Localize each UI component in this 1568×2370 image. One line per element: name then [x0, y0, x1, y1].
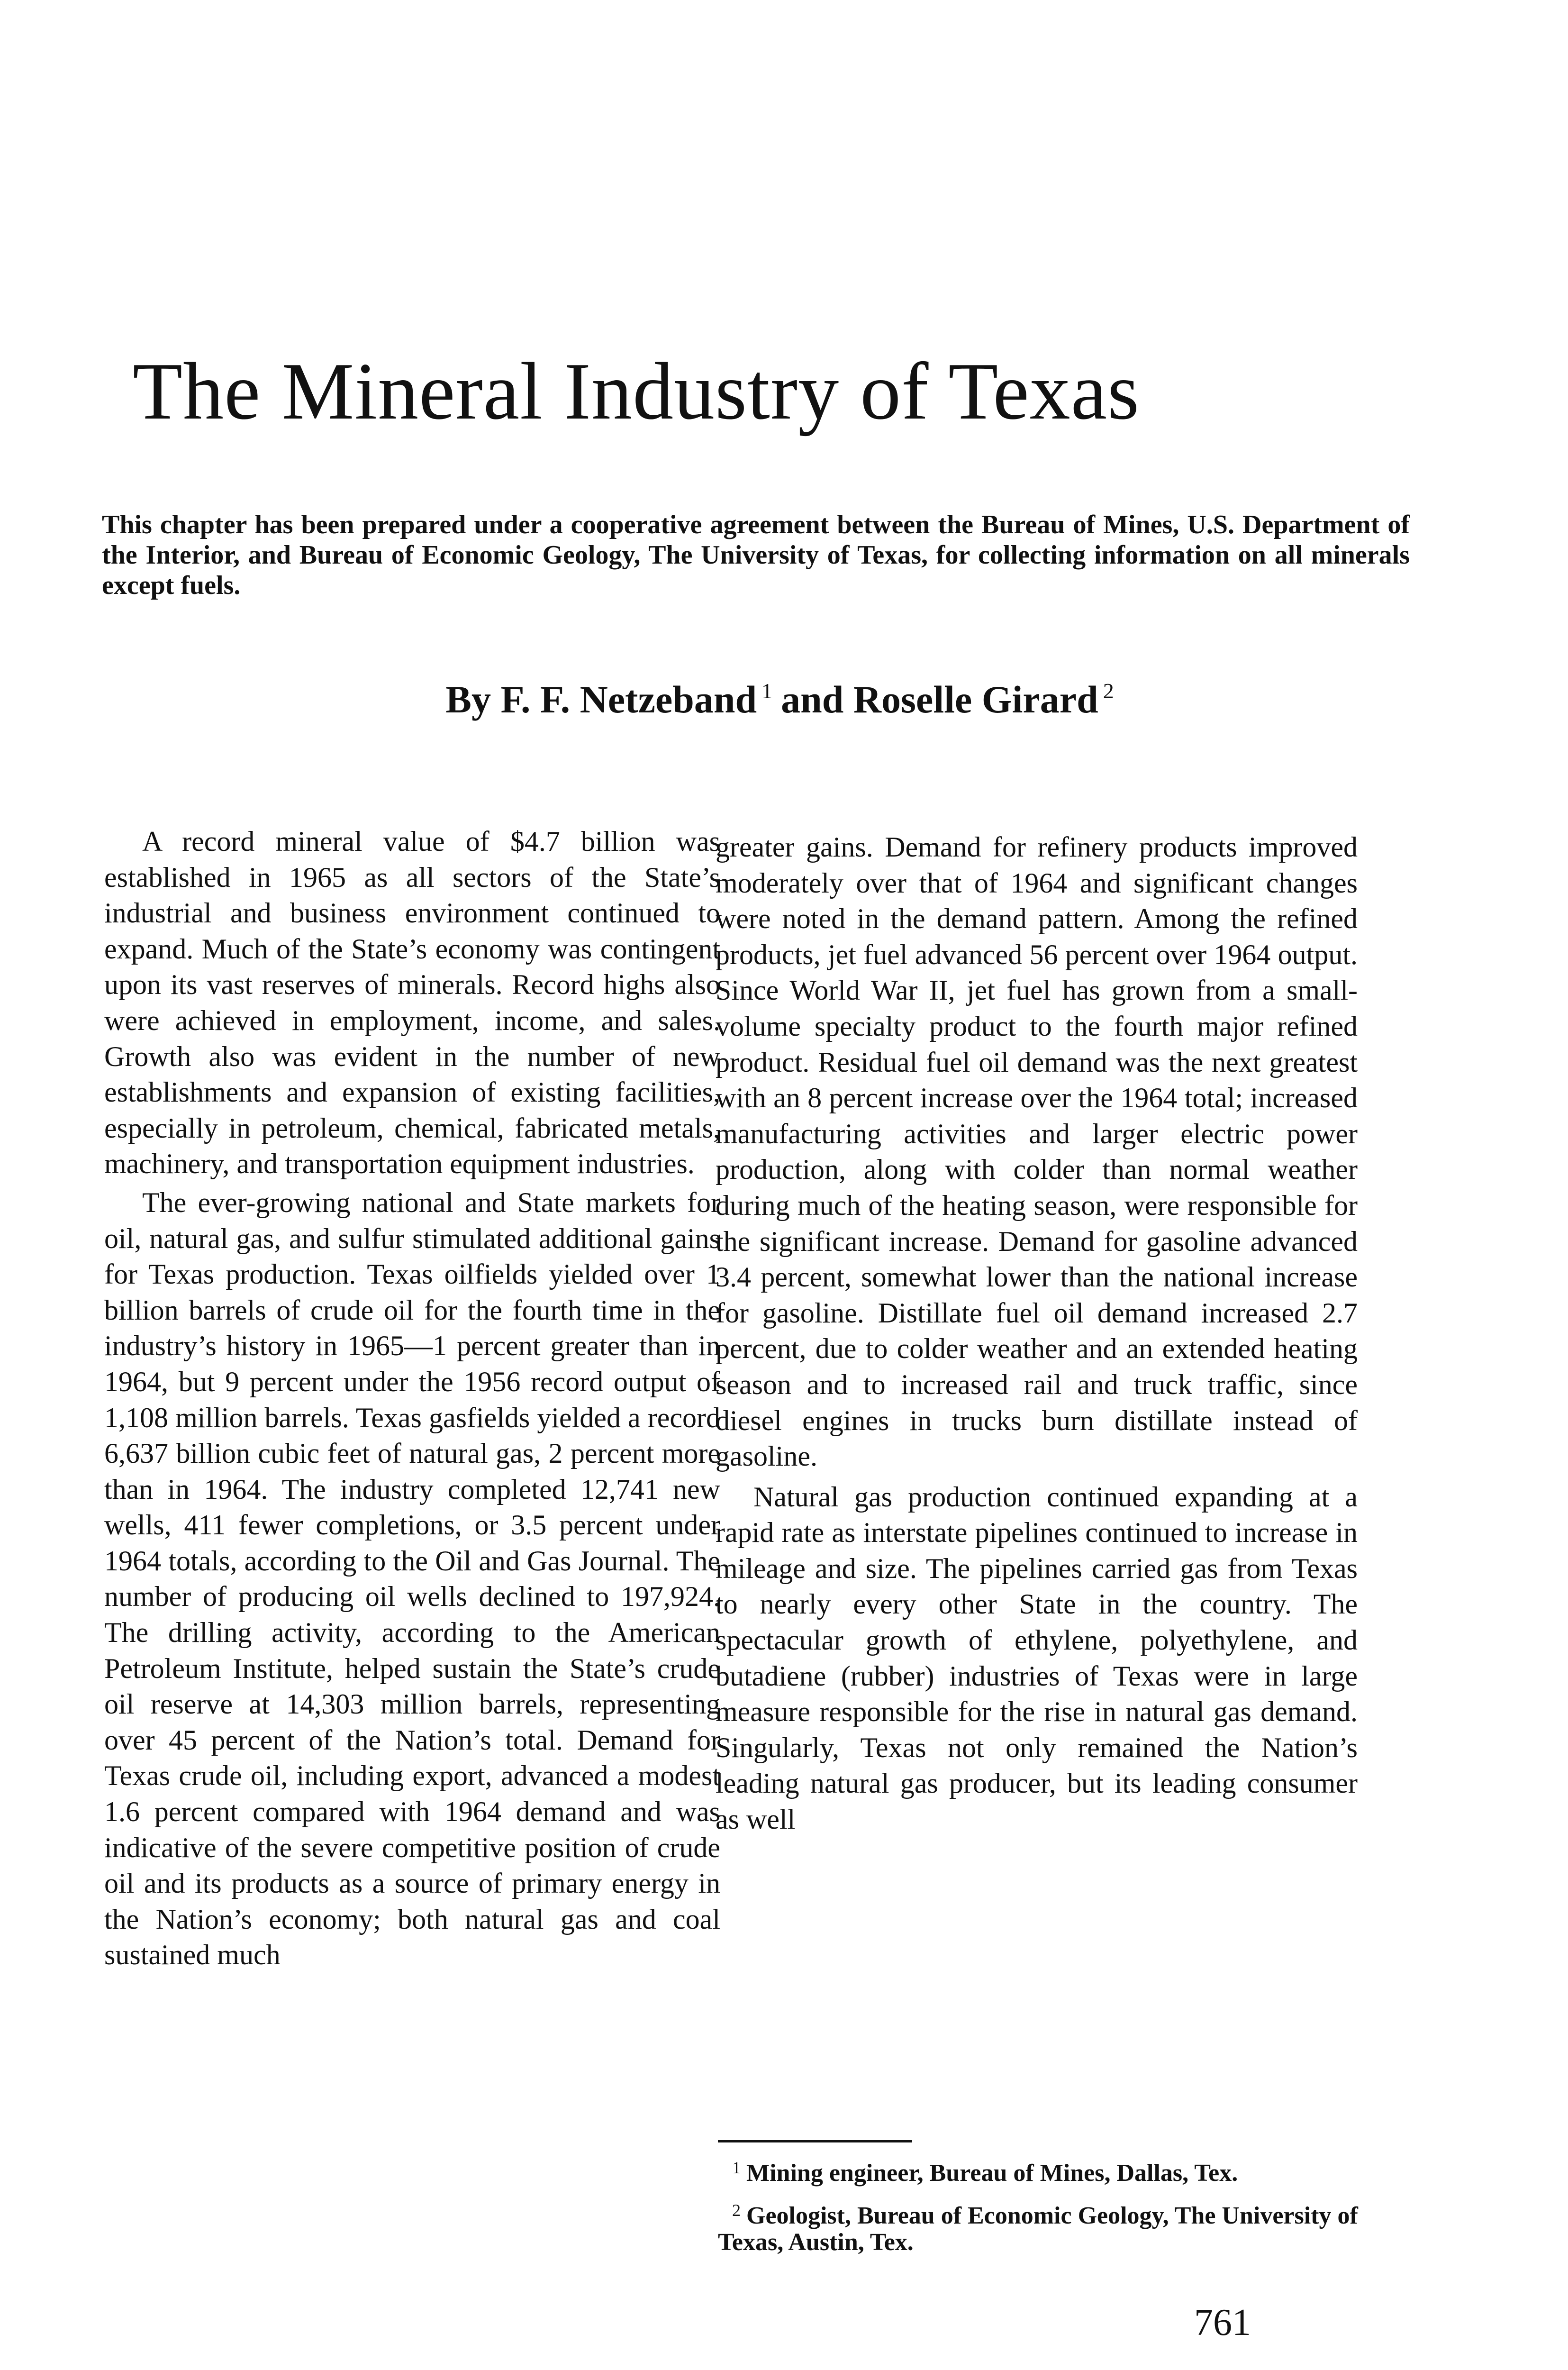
- footnote-1: [718, 2154, 1362, 2187]
- footnote-2-text: Geologist, Bureau of Economic Geology, The University of Texas, Austin, Tex.: [718, 2202, 1358, 2256]
- prefatory-note: This chapter has been prepared under a cooperative agreement between the Bureau of Mines, U.S. Department of the Interior, and Bureau of Economic Geology, The University of Texas, for collecting information on all minerals except fuels.: [102, 510, 1410, 600]
- body-paragraph: Natural gas production continued expanding at a rapid rate as interstate pipelines continued to increase in mileage and size. The pipelines carried gas from Texas to nearly every other State in the country. The spectacular growth of ethylene, polyethylene, and butadiene (rubber) industries of Texas were in large measure responsible for the rise in natural gas demand. Singularly, Texas not only remained the Nation’s leading natural gas producer, but its leading consumer as well: [716, 1481, 1358, 1835]
- body-paragraph: The ever-growing national and State markets for oil, natural gas, and sulfur stimulated additional gains for Texas production. Texas oilfields yielded over 1 billion barrels of crude oil for the fourth time in the industry’s history in 1965—1 percent greater than in 1964, but 9 percent under the 1956 record output of 1,108 million barrels. Texas gasfields yielded a record 6,637 billion cubic feet of natural gas, 2 percent more than in 1964. The industry completed 12,741 new wells, 411 fewer completions, or 3.5 percent under 1964 totals, according to the Oil and Gas Journal. The number of producing oil wells declined to 197,924. The drilling activity, according to the American Petroleum Institute, helped sustain the State’s crude oil reserve at 14,303 million barrels, representing over 45 percent of the Nation’s total. Demand for Texas crude oil, including export, advanced a modest 1.6 percent compared with 1964 demand and was indicative of the severe competitive position of crude oil and its products as a source of primary energy in the Nation’s economy; both natural gas and coal sustained much: [104, 1186, 720, 1971]
- left-column: [104, 824, 720, 1973]
- byline-author-2: and Roselle Girard: [781, 678, 1098, 721]
- body-paragraph: A record mineral value of $4.7 billion was established in 1965 as all sectors of the State’s industrial and business environment continued to expand. Much of the State’s economy was contingent upon its vast reserves of minerals. Record highs also were achieved in employment, income, and sales. Growth also was evident in the number of new establishments and expansion of existing facilities, especially in petroleum, chemical, fabricated metals, machinery, and transportation equipment industries.: [104, 826, 720, 1180]
- page-number: 761: [1194, 2302, 1251, 2343]
- byline: [0, 680, 1568, 719]
- footnote-mark-2: 2: [1103, 679, 1114, 703]
- footnotes: [718, 2154, 1362, 2256]
- chapter-title: The Mineral Industry of Texas: [133, 346, 1140, 437]
- footnote-2: [718, 2197, 1362, 2256]
- footnote-divider: [718, 2140, 912, 2142]
- body-paragraph-continued: greater gains. Demand for refinery products improved moderately over that of 1964 and significant changes were noted in the demand pattern. Among the refined products, jet fuel advanced 56 percent over 1964 output. Since World War II, jet fuel has grown from a small-volume specialty product to the fourth major refined product. Residual fuel oil demand was the next greatest with an 8 percent increase over the 1964 total; increased manufacturing activities and larger electric power production, along with colder than normal weather during much of the heating season, were responsible for the significant increase. Demand for gasoline advanced 3.4 percent, somewhat lower than the national increase for gasoline. Distillate fuel oil demand increased 2.7 percent, due to colder weather and an extended heating season and to increased rail and truck traffic, since diesel engines in trucks burn distillate instead of gasoline.: [716, 831, 1358, 1472]
- right-column: [716, 830, 1358, 1838]
- footnote-1-mark: 1: [732, 2158, 741, 2177]
- footnote-2-mark: 2: [732, 2201, 741, 2220]
- footnote-mark-1: 1: [761, 679, 773, 703]
- footnote-1-text: Mining engineer, Bureau of Mines, Dallas, Tex.: [746, 2160, 1238, 2187]
- byline-author-1: By F. F. Netzeband: [445, 678, 757, 721]
